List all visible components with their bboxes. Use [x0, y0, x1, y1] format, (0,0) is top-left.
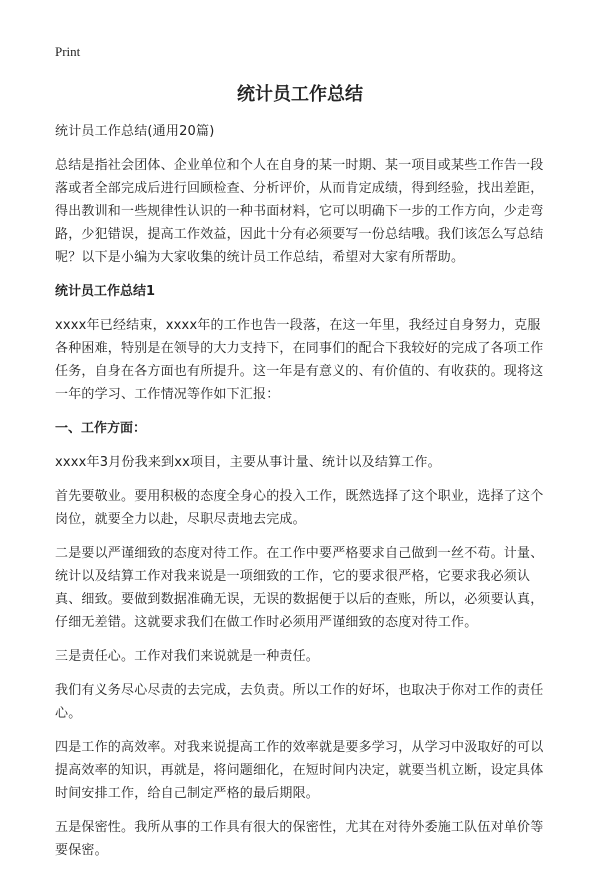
paragraph: 我们有义务尽心尽责的去完成，去负责。所以工作的好坏，也取决于你对工作的责任心。 [55, 683, 544, 721]
intro-paragraph: 总结是指社会团体、企业单位和个人在自身的某一时期、某一项目或某些工作告一段落或者全部完成后进行回顾检查、分析评价，从而肯定成绩，得到经验，找出差距，得出教训和一些规律性认识的一种书面材料，它可以明确下一步的工作方向，少走弯路，少犯错误，提高工作效益，因此十分有必须要写一份总结哦。我们该怎么写总结呢？以下是小编为大家收集的统计员工作总结，希望对大家有所帮助。 [55, 158, 544, 265]
paragraph: xxxx年3月份我来到xx项目，主要从事计量、统计以及结算工作。 [55, 455, 441, 470]
subsection-heading: 一、工作方面： [55, 421, 147, 436]
paragraph: 四是工作的高效率。对我来说提高工作的效率就是要多学习，从学习中汲取好的可以提高效率的知识，再就是，将问题细化，在短时间内决定，就要当机立断，设定具体时间安排工作，给自己制定严格的最后期限。 [55, 740, 544, 801]
paragraph: 三是责任心。工作对我们来说就是一种责任。 [55, 649, 320, 664]
paragraph: 二是要以严谨细致的态度对待工作。在工作中要严格要求自己做到一丝不苟。计量、统计以及结算工作对我来说是一项细致的工作，它的要求很严格，它要求我必须认真、细致。要做到数据准确无误，无误的数据便于以后的查账，所以，必须要认真，仔细无差错。这就要求我们在做工作时必须用严谨细致的态度对待工作。 [55, 546, 544, 630]
paragraph: xxxx年已经结束，xxxx年的工作也告一段落，在这一年里，我经过自身努力，克服各种困难，特别是在领导的大力支持下，在同事们的配合下我较好的完成了各项工作任务，自身在各方面也有所提升。这一年是有意义的、有价值的、有收获的。现将这一年的学习、工作情况等作如下汇报： [55, 318, 544, 402]
paragraph: 首先要敬业。要用积极的态度全身心的投入工作，既然选择了这个职业，选择了这个岗位，就要全力以赴，尽职尽责地去完成。 [55, 489, 544, 527]
document-body [55, 120, 547, 873]
paragraph: 五是保密性。我所从事的工作具有很大的保密性，尤其在对待外委施工队伍对单价等要保密。 [55, 820, 544, 858]
section-heading: 统计员工作总结1 [55, 284, 156, 299]
document-subtitle: 统计员工作总结(通用20篇) [55, 124, 215, 139]
page-title: 统计员工作总结 [237, 84, 363, 105]
print-link[interactable]: Print [55, 44, 81, 59]
